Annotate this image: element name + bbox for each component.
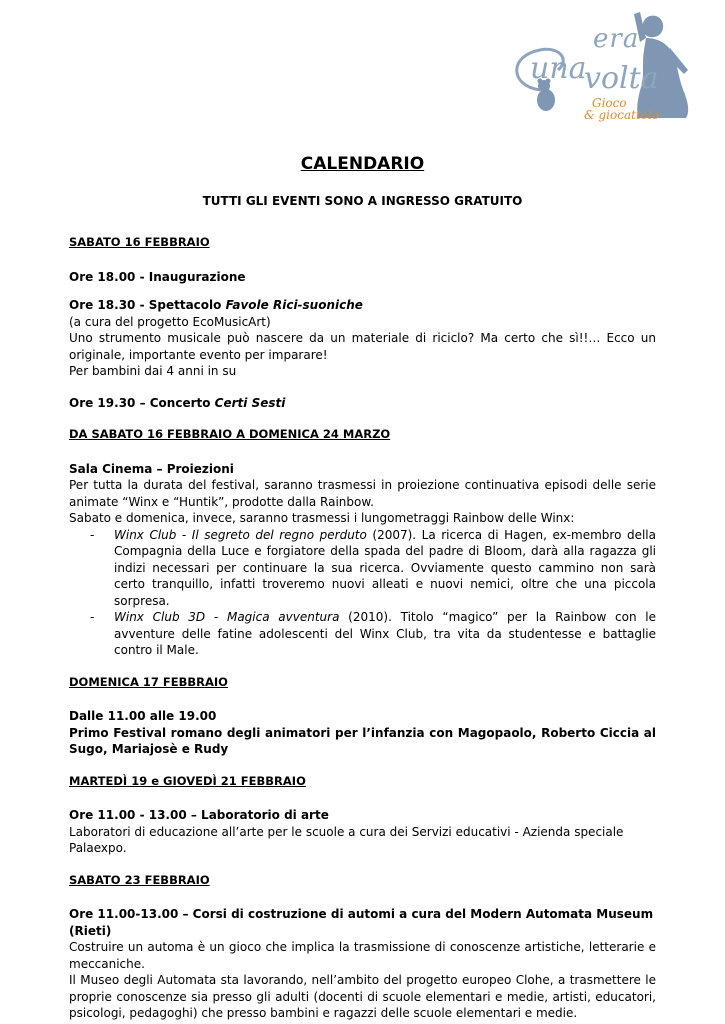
automi-description-1: Costruire un automa è un gioco che implica la trasmissione di conoscenze artistiche, letterarie e meccaniche. [69,940,656,971]
event-spettacolo-age: Per bambini dai 4 anni in su [69,364,237,378]
logo-tagline-gioco: Gioco [592,96,627,110]
era-una-volta-logo [500,8,695,128]
laboratorio-arte-heading: Ore 11.00 - 13.00 – Laboratorio di arte [69,808,329,822]
event-inaugurazione: Ore 18.00 - Inaugurazione [69,269,246,284]
sala-cinema-heading: Sala Cinema – Proiezioni [69,461,234,476]
event-concerto [69,395,656,412]
film-title: Winx Club 3D - Magica avventura [114,610,340,624]
section-date-sabato-23: SABATO 23 FEBBRAIO [69,872,210,887]
logo-word-era: era [593,24,640,54]
film-description: (2010). Titolo “magico” per la Rainbow con le avventure delle fatine adolescenti del Winx Club, tra vita da studentesse e battaglie contro il Male. [114,610,656,657]
event-spettacolo-curator: (a cura del progetto EcoMusicArt) [69,314,271,329]
laboratorio-arte-description: Laboratori di educazione all’arte per le scuole a cura dei Servizi educativi - Azienda speciale Palaexpo. [69,824,624,855]
section-date-martedi-19: MARTEDÌ 19 e GIOVEDÌ 21 FEBBRAIO [69,773,306,788]
film-list-item [114,609,656,659]
festival-animatori-description: Primo Festival romano degli animatori per l’infanzia con Magopaolo, Roberto Ciccia al Sugo, Mariajosè e Rudy [69,725,656,756]
event-spettacolo-description: Uno strumento musicale può nascere da un materiale di riciclo? Ma certo che sì!!… Ecco un originale, importante evento per imparare! [69,331,656,362]
page-title: CALENDARIO [300,154,425,174]
logo-tagline-giocattolo: & giocattolo [584,108,660,122]
event-spettacolo-title: Favole Rici-suoniche [225,298,363,312]
section-date-festival-period: DA SABATO 16 FEBBRAIO A DOMENICA 24 MARZO [69,427,391,441]
event-spettacolo-time: Ore 18.30 - Spettacolo [69,298,226,312]
event-concerto-time: Ore 19.30 – Concerto [69,395,215,410]
sala-cinema-description: Per tutta la durata del festival, saranno trasmessi in proiezione continuativa episodi delle serie animate “Winx e “Huntik”, prodotte dalla Rainbow. [69,478,656,509]
festival-animatori-time: Dalle 11.00 alle 19.00 [69,709,217,723]
automi-description-2: Il Museo degli Automata sta lavorando, nell’ambito del progetto europeo Clohe, a trasmettere le proprie conoscenze sia presso gli adulti (docenti di scuole elementari e medie, artisti, educatori, psicologi, pedagoghi) che presso bambini e ragazzi delle scuole elementari e medie. [69,973,656,1020]
film-title: Winx Club - Il segreto del regno perduto [114,527,367,542]
section-date-domenica-17: DOMENICA 17 FEBBRAIO [69,674,228,689]
automi-heading: Ore 11.00-13.00 – Corsi di costruzione di automi a cura del Modern Automata Museum (Rieti) [69,907,654,938]
film-description: (2007). La ricerca di Hagen, ex-membro della Compagnia della Luce e forgiatore della spada del padre di Bloom, darà alla ragazza gli indizi necessari per continuare la sua ricerca. Ovviamente questo cammino non sarà certo tranquillo, infatti troveremo nuovi alleati e nuovi nemici, oltre che una piccola sorpresa. [114,527,656,608]
page-subtitle: TUTTI GLI EVENTI SONO A INGRESSO GRATUITO [202,194,523,208]
logo-word-una: una [530,51,587,86]
logo-word-volta: volta [584,61,659,96]
event-spettacolo [69,297,656,314]
event-concerto-title: Certi Sesti [214,395,286,410]
sala-cinema-weekend-note: Sabato e domenica, invece, saranno trasmessi i lungometraggi Rainbow delle Winx: [69,511,575,525]
film-list [69,527,656,659]
film-list-item [114,527,656,610]
calendar-content [69,234,656,1022]
section-date-sabato-16: SABATO 16 FEBBRAIO [69,235,210,249]
